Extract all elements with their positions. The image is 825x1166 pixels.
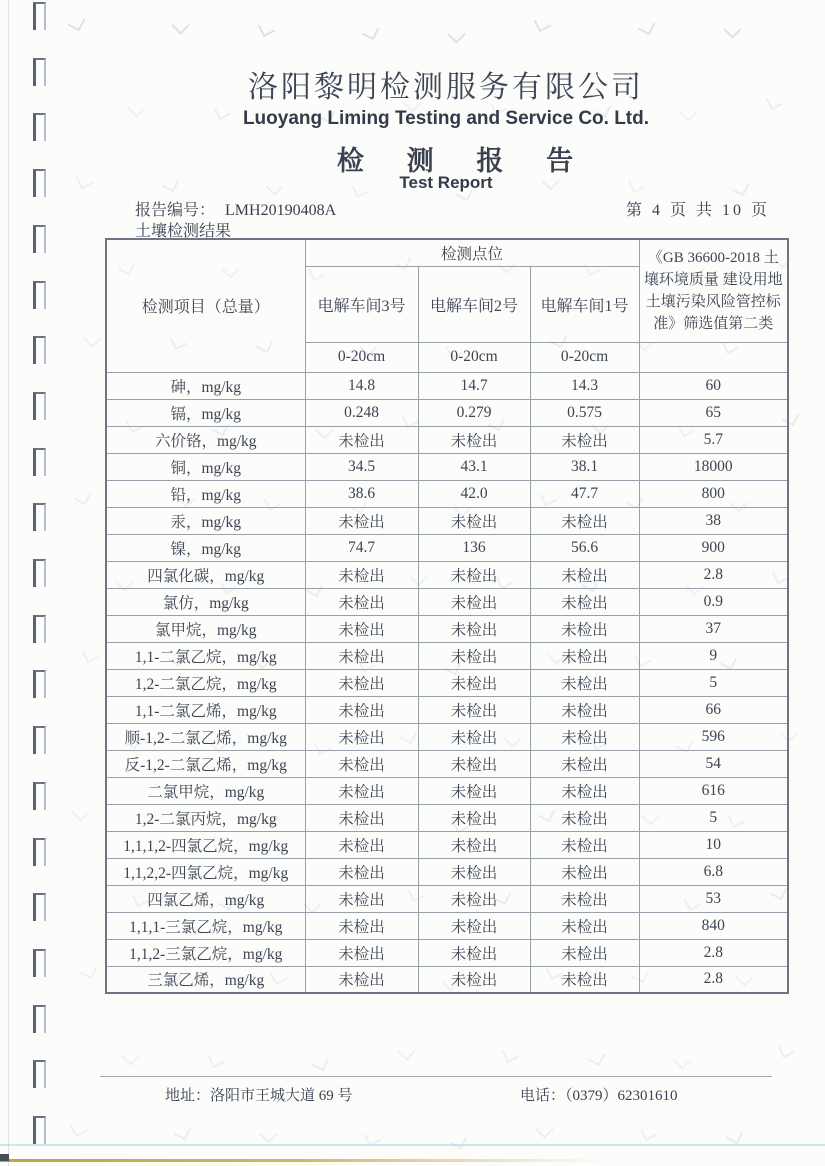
limit-cell: 10 bbox=[639, 831, 788, 858]
value-cell: 136 bbox=[418, 534, 530, 561]
value-cell: 未检出 bbox=[530, 642, 639, 669]
value-cell: 34.5 bbox=[305, 453, 418, 480]
value-cell: 未检出 bbox=[530, 750, 639, 777]
value-cell: 未检出 bbox=[530, 561, 639, 588]
value-cell: 14.8 bbox=[305, 372, 418, 399]
value-cell: 未检出 bbox=[530, 885, 639, 912]
value-cell: 未检出 bbox=[305, 831, 418, 858]
item-cell: 氯甲烷，mg/kg bbox=[106, 615, 305, 642]
table-row bbox=[106, 372, 788, 399]
value-cell: 14.3 bbox=[530, 372, 639, 399]
value-cell: 未检出 bbox=[418, 588, 530, 615]
limit-cell: 60 bbox=[639, 372, 788, 399]
value-cell: 未检出 bbox=[418, 669, 530, 696]
limit-cell: 2.8 bbox=[639, 561, 788, 588]
company-name-cn: 洛阳黎明检测服务有限公司 bbox=[248, 71, 644, 104]
table-header-rows bbox=[106, 239, 788, 372]
depth-header: 0-20cm bbox=[530, 342, 639, 372]
value-cell: 未检出 bbox=[418, 561, 530, 588]
value-cell: 38.6 bbox=[305, 480, 418, 507]
value-cell: 0.279 bbox=[418, 399, 530, 426]
table-row bbox=[106, 480, 788, 507]
value-cell: 未检出 bbox=[305, 966, 418, 993]
table-row bbox=[106, 696, 788, 723]
value-cell: 未检出 bbox=[418, 507, 530, 534]
value-cell: 74.7 bbox=[305, 534, 418, 561]
value-cell: 未检出 bbox=[305, 777, 418, 804]
table-row bbox=[106, 939, 788, 966]
item-cell: 1,1,2,2-四氯乙烷，mg/kg bbox=[106, 858, 305, 885]
limit-cell: 900 bbox=[639, 534, 788, 561]
report-title-en: Test Report bbox=[399, 173, 493, 192]
value-cell: 未检出 bbox=[530, 696, 639, 723]
limit-cell: 616 bbox=[639, 777, 788, 804]
limit-cell: 37 bbox=[639, 615, 788, 642]
footer-phone: 电话：（0379）62301610 bbox=[520, 1088, 678, 1104]
section-title: 土壤检测结果 bbox=[135, 223, 232, 240]
item-cell: 三氯乙烯，mg/kg bbox=[106, 966, 305, 993]
table-row bbox=[106, 426, 788, 453]
item-cell: 1,1,1-三氯乙烷，mg/kg bbox=[106, 912, 305, 939]
value-cell: 未检出 bbox=[530, 507, 639, 534]
value-cell: 未检出 bbox=[418, 426, 530, 453]
limit-cell: 53 bbox=[639, 885, 788, 912]
soil-results-table bbox=[105, 238, 789, 994]
limit-cell: 2.8 bbox=[639, 966, 788, 993]
limit-cell: 840 bbox=[639, 912, 788, 939]
item-cell: 铜，mg/kg bbox=[106, 453, 305, 480]
value-cell: 未检出 bbox=[305, 912, 418, 939]
table-row bbox=[106, 615, 788, 642]
limit-cell: 54 bbox=[639, 750, 788, 777]
value-cell: 未检出 bbox=[305, 939, 418, 966]
item-cell: 1,2-二氯乙烷，mg/kg bbox=[106, 669, 305, 696]
item-cell: 四氯化碳，mg/kg bbox=[106, 561, 305, 588]
value-cell: 42.0 bbox=[418, 480, 530, 507]
item-cell: 镉，mg/kg bbox=[106, 399, 305, 426]
table-row bbox=[106, 399, 788, 426]
report-number-label: 报告编号： bbox=[135, 202, 216, 219]
table-row bbox=[106, 642, 788, 669]
item-cell: 六价铬，mg/kg bbox=[106, 426, 305, 453]
value-cell: 未检出 bbox=[305, 426, 418, 453]
item-cell: 反-1,2-二氯乙烯，mg/kg bbox=[106, 750, 305, 777]
limit-cell: 5.7 bbox=[639, 426, 788, 453]
value-cell: 未检出 bbox=[418, 750, 530, 777]
item-cell: 氯仿，mg/kg bbox=[106, 588, 305, 615]
points-column-header: 检测点位 bbox=[305, 239, 639, 266]
value-cell: 未检出 bbox=[530, 939, 639, 966]
table-row bbox=[106, 750, 788, 777]
depth-header: 0-20cm bbox=[418, 342, 530, 372]
value-cell: 未检出 bbox=[418, 777, 530, 804]
value-cell: 56.6 bbox=[530, 534, 639, 561]
value-cell: 未检出 bbox=[530, 426, 639, 453]
item-cell: 1,1-二氯乙烯，mg/kg bbox=[106, 696, 305, 723]
table-row bbox=[106, 588, 788, 615]
item-cell: 1,2-二氯丙烷，mg/kg bbox=[106, 804, 305, 831]
limit-cell: 800 bbox=[639, 480, 788, 507]
item-cell: 1,1,2-三氯乙烷，mg/kg bbox=[106, 939, 305, 966]
site-header: 电解车间1号 bbox=[530, 266, 639, 342]
footer-address: 地址：洛阳市王城大道 69 号 bbox=[165, 1088, 353, 1104]
value-cell: 未检出 bbox=[418, 696, 530, 723]
value-cell: 未检出 bbox=[530, 588, 639, 615]
table-row bbox=[106, 912, 788, 939]
value-cell: 未检出 bbox=[305, 561, 418, 588]
table-row bbox=[106, 858, 788, 885]
value-cell: 未检出 bbox=[530, 831, 639, 858]
table-row bbox=[106, 453, 788, 480]
limit-cell: 596 bbox=[639, 723, 788, 750]
limit-cell: 9 bbox=[639, 642, 788, 669]
limit-cell: 5 bbox=[639, 669, 788, 696]
value-cell: 未检出 bbox=[418, 831, 530, 858]
value-cell: 未检出 bbox=[418, 642, 530, 669]
value-cell: 未检出 bbox=[305, 723, 418, 750]
footer-divider bbox=[100, 1076, 772, 1077]
value-cell: 未检出 bbox=[305, 750, 418, 777]
site-header: 电解车间3号 bbox=[305, 266, 418, 342]
value-cell: 未检出 bbox=[418, 615, 530, 642]
value-cell: 0.575 bbox=[530, 399, 639, 426]
item-cell: 1,1-二氯乙烷，mg/kg bbox=[106, 642, 305, 669]
value-cell: 未检出 bbox=[305, 669, 418, 696]
table-row bbox=[106, 507, 788, 534]
value-cell: 未检出 bbox=[530, 912, 639, 939]
value-cell: 未检出 bbox=[305, 615, 418, 642]
limit-cell: 0.9 bbox=[639, 588, 788, 615]
value-cell: 未检出 bbox=[530, 669, 639, 696]
value-cell: 未检出 bbox=[305, 588, 418, 615]
value-cell: 未检出 bbox=[530, 777, 639, 804]
value-cell: 未检出 bbox=[305, 804, 418, 831]
value-cell: 14.7 bbox=[418, 372, 530, 399]
table-row bbox=[106, 777, 788, 804]
table-row bbox=[106, 534, 788, 561]
item-cell: 1,1,1,2-四氯乙烷，mg/kg bbox=[106, 831, 305, 858]
item-cell: 镍，mg/kg bbox=[106, 534, 305, 561]
table-row bbox=[106, 669, 788, 696]
report-number-value: LMH20190408A bbox=[225, 202, 337, 219]
site-header: 电解车间2号 bbox=[418, 266, 530, 342]
limit-cell: 38 bbox=[639, 507, 788, 534]
depth-header: 0-20cm bbox=[305, 342, 418, 372]
value-cell: 未检出 bbox=[418, 939, 530, 966]
report-number bbox=[135, 197, 336, 220]
table-row bbox=[106, 885, 788, 912]
value-cell: 未检出 bbox=[418, 912, 530, 939]
value-cell: 43.1 bbox=[418, 453, 530, 480]
item-cell: 汞，mg/kg bbox=[106, 507, 305, 534]
report-meta-row bbox=[135, 197, 770, 220]
item-cell: 顺-1,2-二氯乙烯，mg/kg bbox=[106, 723, 305, 750]
table-data-rows bbox=[106, 372, 788, 993]
value-cell: 38.1 bbox=[530, 453, 639, 480]
value-cell: 47.7 bbox=[530, 480, 639, 507]
value-cell: 未检出 bbox=[530, 966, 639, 993]
value-cell: 未检出 bbox=[418, 858, 530, 885]
item-cell: 砷，mg/kg bbox=[106, 372, 305, 399]
table-row bbox=[106, 723, 788, 750]
standard-column-header: 《GB 36600-2018 土壤环境质量 建设用地土壤污染风险管控标准》筛选值第二类 bbox=[639, 239, 788, 342]
table-row bbox=[106, 804, 788, 831]
value-cell: 未检出 bbox=[530, 804, 639, 831]
limit-cell: 6.8 bbox=[639, 858, 788, 885]
value-cell: 未检出 bbox=[305, 642, 418, 669]
item-cell: 四氯乙烯，mg/kg bbox=[106, 885, 305, 912]
value-cell: 未检出 bbox=[305, 858, 418, 885]
value-cell: 未检出 bbox=[418, 804, 530, 831]
table-row bbox=[106, 831, 788, 858]
item-cell: 铅，mg/kg bbox=[106, 480, 305, 507]
value-cell: 未检出 bbox=[530, 615, 639, 642]
item-cell: 二氯甲烷，mg/kg bbox=[106, 777, 305, 804]
item-column-header: 检测项目（总量） bbox=[106, 239, 305, 372]
value-cell: 未检出 bbox=[418, 885, 530, 912]
value-cell: 0.248 bbox=[305, 399, 418, 426]
company-name-en: Luoyang Liming Testing and Service Co. Ltd. bbox=[242, 108, 650, 129]
value-cell: 未检出 bbox=[305, 507, 418, 534]
standard-empty-cell bbox=[639, 342, 788, 372]
table-row bbox=[106, 966, 788, 993]
limit-cell: 2.8 bbox=[639, 939, 788, 966]
limit-cell: 18000 bbox=[639, 453, 788, 480]
limit-cell: 66 bbox=[639, 696, 788, 723]
value-cell: 未检出 bbox=[305, 885, 418, 912]
value-cell: 未检出 bbox=[530, 723, 639, 750]
limit-cell: 5 bbox=[639, 804, 788, 831]
page-number-info: 第 4 页 共 10 页 bbox=[625, 202, 770, 219]
value-cell: 未检出 bbox=[418, 966, 530, 993]
table-row bbox=[106, 561, 788, 588]
limit-cell: 65 bbox=[639, 399, 788, 426]
table-header-row bbox=[106, 239, 788, 266]
value-cell: 未检出 bbox=[418, 723, 530, 750]
value-cell: 未检出 bbox=[530, 858, 639, 885]
value-cell: 未检出 bbox=[305, 696, 418, 723]
report-title-cn: 检 测 报 告 bbox=[336, 146, 592, 176]
